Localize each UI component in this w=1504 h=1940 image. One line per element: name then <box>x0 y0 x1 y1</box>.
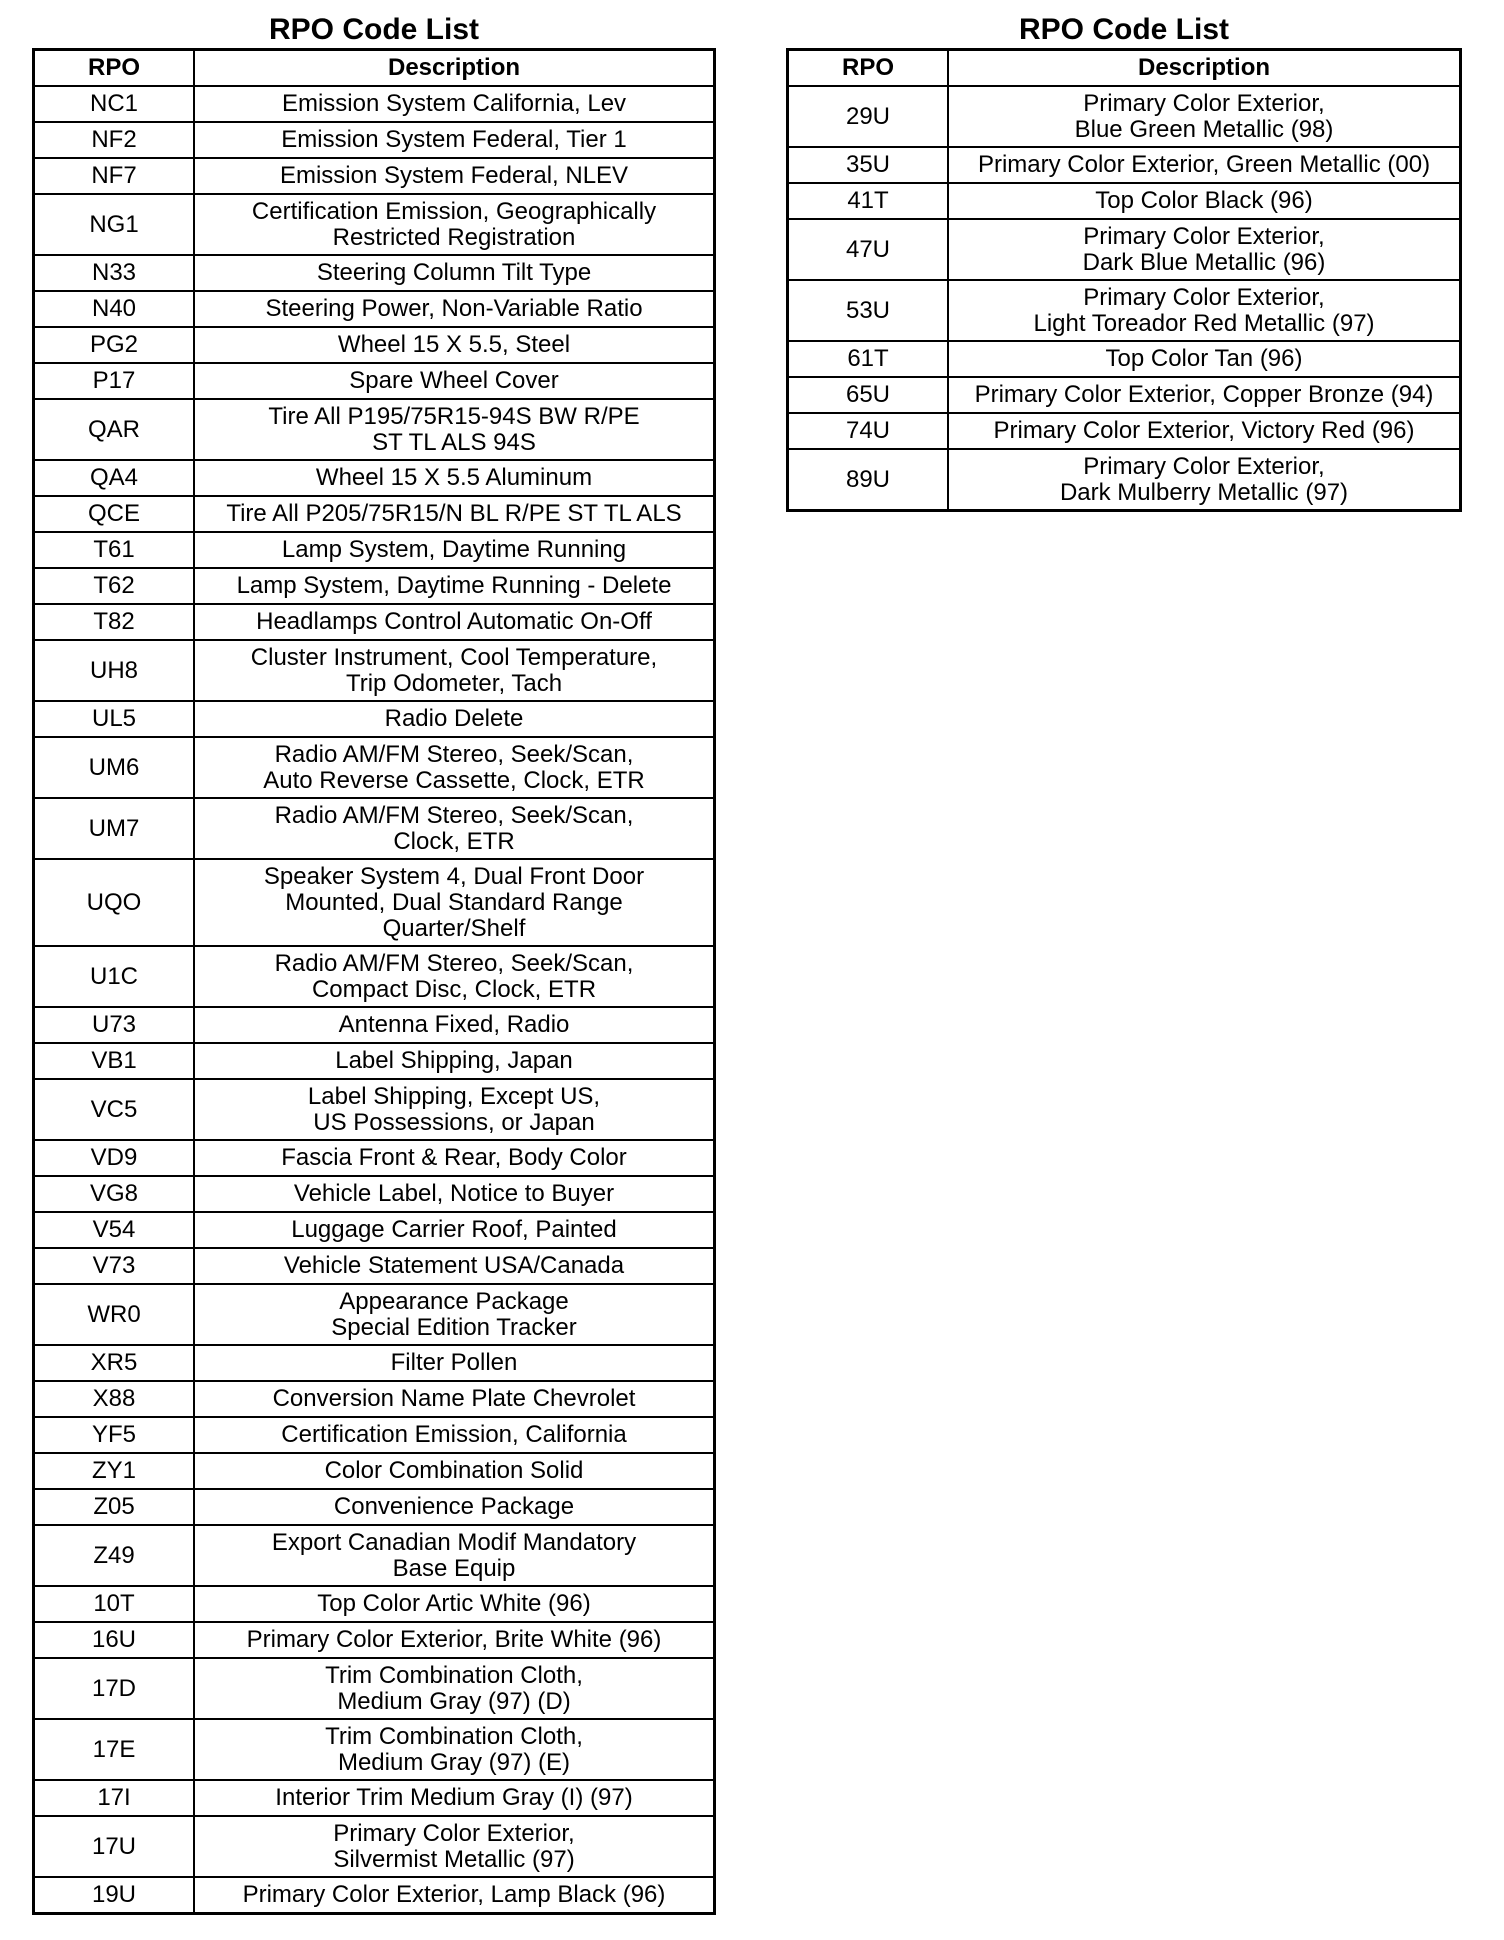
table-row <box>34 946 715 1007</box>
description-line: Base Equip <box>392 1554 516 1582</box>
description-cell <box>194 363 715 399</box>
rpo-code-cell: 74U <box>788 413 949 449</box>
description-line: Label Shipping, Japan <box>335 1047 573 1074</box>
table-row <box>34 1816 715 1877</box>
description-cell <box>194 291 715 327</box>
rpo-code-cell: UQO <box>34 859 195 946</box>
description-line: Compact Disc, Clock, ETR <box>311 975 597 1003</box>
description-line: Color Combination Solid <box>324 1457 584 1484</box>
rpo-code-table <box>32 48 716 1915</box>
rpo-code-cell: P17 <box>34 363 195 399</box>
rpo-code-cell: V54 <box>34 1212 195 1248</box>
description-line: Conversion Name Plate Chevrolet <box>272 1385 636 1412</box>
rpo-code-cell: QA4 <box>34 460 195 496</box>
rpo-code-cell: QAR <box>34 399 195 460</box>
description-cell <box>194 1140 715 1176</box>
description-cell <box>194 1719 715 1780</box>
description-cell <box>194 194 715 255</box>
table-row <box>34 532 715 568</box>
description-cell <box>194 1780 715 1816</box>
description-line: Export Canadian Modif Mandatory <box>271 1528 637 1556</box>
description-line: Primary Color Exterior, <box>1083 222 1325 250</box>
description-line: Medium Gray (97) (D) <box>337 1687 571 1715</box>
table-row <box>34 1284 715 1345</box>
table-row <box>34 1140 715 1176</box>
description-cell <box>194 798 715 859</box>
description-cell <box>948 183 1461 219</box>
table-row <box>34 363 715 399</box>
table-row <box>34 1381 715 1417</box>
description-cell <box>194 1079 715 1140</box>
rpo-code-cell: 17E <box>34 1719 195 1780</box>
description-line: Trip Odometer, Tach <box>345 669 563 697</box>
description-cell <box>194 1176 715 1212</box>
rpo-code-cell: 10T <box>34 1586 195 1622</box>
rpo-code-cell: UL5 <box>34 701 195 737</box>
table-row <box>788 147 1461 183</box>
description-line: Vehicle Label, Notice to Buyer <box>293 1180 615 1207</box>
description-line: Radio Delete <box>384 705 524 732</box>
description-line: Primary Color Exterior, Victory Red (96) <box>993 417 1415 444</box>
description-line: Emission System Federal, NLEV <box>279 162 629 189</box>
rpo-code-cell: NF7 <box>34 158 195 194</box>
rpo-code-cell: VC5 <box>34 1079 195 1140</box>
description-line: Fascia Front & Rear, Body Color <box>281 1144 627 1171</box>
description-line: Blue Green Metallic (98) <box>1074 115 1334 143</box>
rpo-code-cell: XR5 <box>34 1345 195 1381</box>
description-line: Primary Color Exterior, Copper Bronze (94) <box>974 381 1434 408</box>
table-row <box>34 86 715 122</box>
rpo-code-cell: VG8 <box>34 1176 195 1212</box>
description-cell <box>948 341 1461 377</box>
rpo-code-cell: 29U <box>788 86 949 147</box>
description-line: Quarter/Shelf <box>382 914 526 942</box>
description-cell <box>194 859 715 946</box>
description-cell <box>194 1417 715 1453</box>
description-line: Mounted, Dual Standard Range <box>285 888 623 916</box>
description-cell <box>194 255 715 291</box>
table-row <box>788 341 1461 377</box>
description-line: Steering Power, Non-Variable Ratio <box>265 295 643 322</box>
rpo-code-cell: U73 <box>34 1007 195 1043</box>
table-row <box>34 1658 715 1719</box>
header-rpo: RPO <box>788 50 949 87</box>
description-cell <box>194 122 715 158</box>
description-line: Steering Column Tilt Type <box>316 259 592 286</box>
description-cell <box>194 532 715 568</box>
rpo-code-cell: Z05 <box>34 1489 195 1525</box>
description-line: Trim Combination Cloth, <box>325 1722 583 1750</box>
description-line: Primary Color Exterior, <box>1083 283 1325 311</box>
header-description: Description <box>194 50 715 87</box>
table-row <box>34 1043 715 1079</box>
description-cell <box>948 219 1461 280</box>
table-row <box>34 859 715 946</box>
table-row <box>788 219 1461 280</box>
description-line: Medium Gray (97) (E) <box>337 1748 571 1776</box>
description-cell <box>194 1658 715 1719</box>
description-line: Lamp System, Daytime Running <box>281 536 627 563</box>
description-cell <box>194 1877 715 1914</box>
rpo-code-cell: T61 <box>34 532 195 568</box>
table-row <box>34 460 715 496</box>
description-line: Top Color Black (96) <box>1095 187 1313 214</box>
description-line: Primary Color Exterior, Lamp Black (96) <box>242 1881 666 1908</box>
rpo-code-cell: 19U <box>34 1877 195 1914</box>
description-cell <box>194 1816 715 1877</box>
rpo-code-cell: N33 <box>34 255 195 291</box>
table-row <box>34 737 715 798</box>
table-row <box>34 1345 715 1381</box>
description-cell <box>948 449 1461 511</box>
description-line: Auto Reverse Cassette, Clock, ETR <box>263 766 645 794</box>
description-line: Speaker System 4, Dual Front Door <box>263 862 645 890</box>
description-line: Certification Emission, Geographically <box>251 197 657 225</box>
description-line: Wheel 15 X 5.5 Aluminum <box>315 464 593 491</box>
description-line: Spare Wheel Cover <box>349 367 559 394</box>
description-line: Restricted Registration <box>332 223 576 251</box>
table-body <box>34 86 715 1914</box>
description-line: Silvermist Metallic (97) <box>333 1845 575 1873</box>
description-line: Headlamps Control Automatic On-Off <box>256 608 652 635</box>
description-line: Primary Color Exterior, <box>1083 452 1325 480</box>
table-row <box>34 798 715 859</box>
description-cell <box>194 1212 715 1248</box>
rpo-code-cell: VB1 <box>34 1043 195 1079</box>
rpo-code-cell: 17U <box>34 1816 195 1877</box>
description-cell <box>194 946 715 1007</box>
rpo-code-cell: 17I <box>34 1780 195 1816</box>
description-cell <box>948 147 1461 183</box>
description-cell <box>194 737 715 798</box>
description-line: Emission System California, Lev <box>281 90 627 117</box>
rpo-code-cell: WR0 <box>34 1284 195 1345</box>
table-row <box>34 1877 715 1914</box>
rpo-code-cell: 65U <box>788 377 949 413</box>
rpo-code-cell: V73 <box>34 1248 195 1284</box>
description-line: Wheel 15 X 5.5, Steel <box>337 331 571 358</box>
description-line: Trim Combination Cloth, <box>325 1661 583 1689</box>
table-row <box>788 86 1461 147</box>
rpo-code-cell: NC1 <box>34 86 195 122</box>
description-line: ST TL ALS 94S <box>372 428 536 456</box>
description-cell <box>948 86 1461 147</box>
table-row <box>34 701 715 737</box>
table-header-row <box>34 50 715 87</box>
description-cell <box>948 377 1461 413</box>
rpo-code-cell: QCE <box>34 496 195 532</box>
rpo-code-cell: UM7 <box>34 798 195 859</box>
description-line: Luggage Carrier Roof, Painted <box>291 1216 617 1243</box>
table-body <box>788 86 1461 511</box>
description-line: Top Color Artic White (96) <box>317 1590 591 1617</box>
rpo-code-cell: VD9 <box>34 1140 195 1176</box>
description-cell <box>948 413 1461 449</box>
table-row <box>34 640 715 701</box>
description-line: Convenience Package <box>333 1493 575 1520</box>
rpo-table-left <box>32 12 716 1915</box>
description-cell <box>194 1622 715 1658</box>
table-row <box>34 568 715 604</box>
table-row <box>34 1586 715 1622</box>
table-row <box>34 1453 715 1489</box>
rpo-code-cell: 17D <box>34 1658 195 1719</box>
rpo-code-cell: ZY1 <box>34 1453 195 1489</box>
table-row <box>34 291 715 327</box>
description-line: Lamp System, Daytime Running - Delete <box>236 572 672 599</box>
description-cell <box>194 1248 715 1284</box>
description-line: Clock, ETR <box>393 827 515 855</box>
rpo-code-cell: N40 <box>34 291 195 327</box>
table-row <box>788 183 1461 219</box>
table-row <box>34 158 715 194</box>
table-row <box>34 1007 715 1043</box>
rpo-code-cell: NG1 <box>34 194 195 255</box>
description-line: Dark Mulberry Metallic (97) <box>1059 478 1349 506</box>
description-cell <box>194 1043 715 1079</box>
description-line: Emission System Federal, Tier 1 <box>281 126 627 153</box>
description-line: Interior Trim Medium Gray (I) (97) <box>275 1784 633 1811</box>
description-cell <box>194 604 715 640</box>
table-row <box>788 449 1461 511</box>
header-description: Description <box>948 50 1461 87</box>
rpo-code-cell: T82 <box>34 604 195 640</box>
table-row <box>34 1780 715 1816</box>
description-cell <box>194 701 715 737</box>
description-line: Special Edition Tracker <box>331 1313 577 1341</box>
table-row <box>34 1248 715 1284</box>
table-title: RPO Code List <box>1018 13 1229 46</box>
table-row <box>34 604 715 640</box>
description-cell <box>194 1453 715 1489</box>
table-row <box>34 255 715 291</box>
table-row <box>788 280 1461 341</box>
table-row <box>34 1176 715 1212</box>
rpo-code-cell: 47U <box>788 219 949 280</box>
description-cell <box>194 1489 715 1525</box>
description-cell <box>194 640 715 701</box>
rpo-code-cell: U1C <box>34 946 195 1007</box>
description-cell <box>194 1007 715 1043</box>
description-line: US Possessions, or Japan <box>313 1108 595 1136</box>
table-row <box>788 377 1461 413</box>
description-line: Light Toreador Red Metallic (97) <box>1033 309 1375 337</box>
description-cell <box>948 280 1461 341</box>
description-cell <box>194 327 715 363</box>
rpo-code-cell: Z49 <box>34 1525 195 1586</box>
table-row <box>34 399 715 460</box>
rpo-code-cell: T62 <box>34 568 195 604</box>
description-line: Vehicle Statement USA/Canada <box>283 1252 625 1279</box>
table-row <box>34 1525 715 1586</box>
description-cell <box>194 460 715 496</box>
rpo-code-cell: 89U <box>788 449 949 511</box>
rpo-code-cell: X88 <box>34 1381 195 1417</box>
description-cell <box>194 1586 715 1622</box>
rpo-code-cell: 53U <box>788 280 949 341</box>
header-rpo: RPO <box>34 50 195 87</box>
description-line: Radio AM/FM Stereo, Seek/Scan, <box>274 801 634 829</box>
description-line: Primary Color Exterior, <box>1083 89 1325 117</box>
description-cell <box>194 496 715 532</box>
table-header-row <box>788 50 1461 87</box>
table-row <box>788 413 1461 449</box>
table-row <box>34 1079 715 1140</box>
description-cell <box>194 568 715 604</box>
rpo-code-cell: 16U <box>34 1622 195 1658</box>
rpo-code-cell: YF5 <box>34 1417 195 1453</box>
description-cell <box>194 1381 715 1417</box>
description-cell <box>194 399 715 460</box>
table-row <box>34 1417 715 1453</box>
description-line: Primary Color Exterior, Brite White (96) <box>246 1626 662 1653</box>
description-cell <box>194 1284 715 1345</box>
description-cell <box>194 86 715 122</box>
table-row <box>34 496 715 532</box>
table-row <box>34 327 715 363</box>
rpo-code-cell: UH8 <box>34 640 195 701</box>
description-line: Top Color Tan (96) <box>1105 345 1303 372</box>
rpo-code-cell: 35U <box>788 147 949 183</box>
description-line: Primary Color Exterior, Green Metallic (00) <box>977 151 1431 178</box>
description-line: Radio AM/FM Stereo, Seek/Scan, <box>274 740 634 768</box>
table-title: RPO Code List <box>268 13 479 46</box>
description-cell <box>194 1345 715 1381</box>
table-row <box>34 1489 715 1525</box>
table-row <box>34 1719 715 1780</box>
rpo-code-cell: UM6 <box>34 737 195 798</box>
description-cell <box>194 1525 715 1586</box>
description-cell <box>194 158 715 194</box>
description-line: Radio AM/FM Stereo, Seek/Scan, <box>274 949 634 977</box>
description-line: Primary Color Exterior, <box>333 1819 575 1847</box>
rpo-table-right <box>786 12 1462 512</box>
description-line: Antenna Fixed, Radio <box>338 1011 570 1038</box>
table-row <box>34 194 715 255</box>
description-line: Certification Emission, California <box>281 1421 627 1448</box>
description-line: Tire All P195/75R15-94S BW R/PE <box>268 402 640 430</box>
description-line: Filter Pollen <box>390 1349 518 1376</box>
description-line: Tire All P205/75R15/N BL R/PE ST TL ALS <box>226 500 682 527</box>
table-row <box>34 1212 715 1248</box>
rpo-code-cell: 41T <box>788 183 949 219</box>
rpo-code-cell: 61T <box>788 341 949 377</box>
description-line: Label Shipping, Except US, <box>307 1082 601 1110</box>
description-line: Cluster Instrument, Cool Temperature, <box>250 643 658 671</box>
rpo-code-cell: NF2 <box>34 122 195 158</box>
rpo-code-cell: PG2 <box>34 327 195 363</box>
rpo-code-table <box>786 48 1462 512</box>
table-row <box>34 122 715 158</box>
description-line: Dark Blue Metallic (96) <box>1082 248 1326 276</box>
table-row <box>34 1622 715 1658</box>
description-line: Appearance Package <box>339 1287 569 1315</box>
